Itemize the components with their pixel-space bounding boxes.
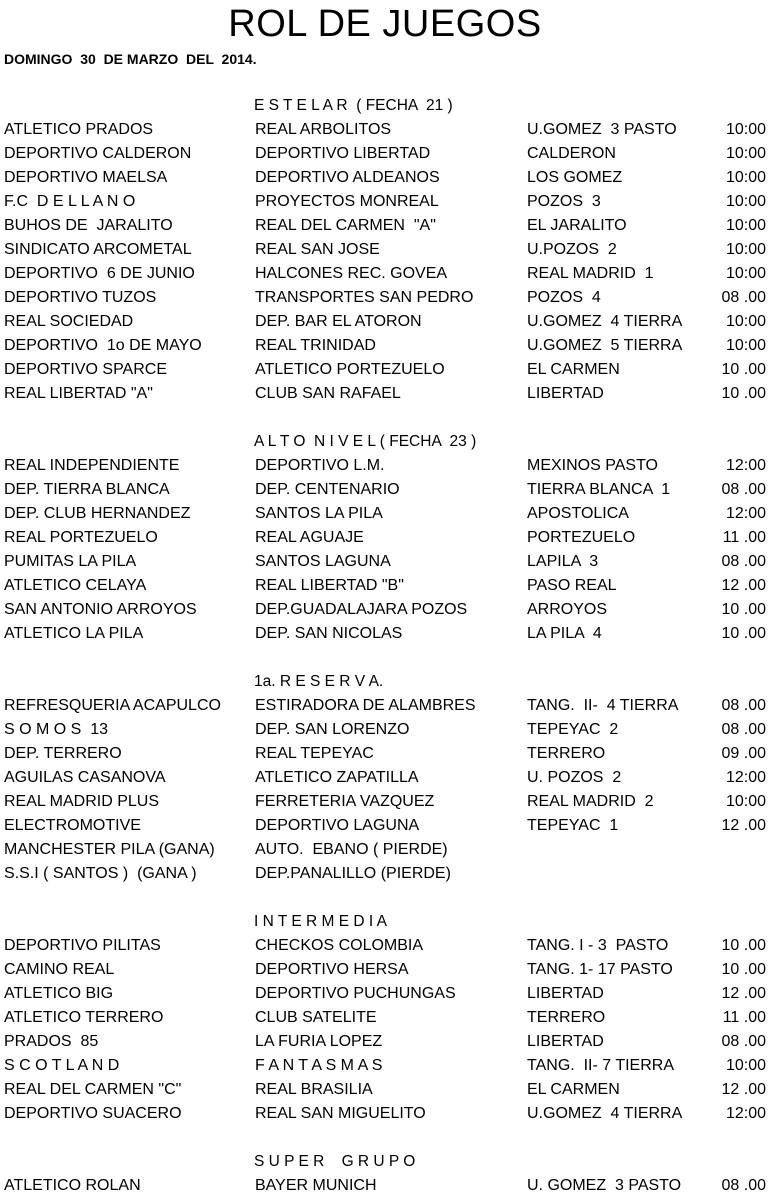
away-team: AUTO. EBANO ( PIERDE) (255, 841, 448, 858)
kickoff-time: 10:00 (725, 217, 766, 234)
home-team: ATLETICO CELAYA (4, 577, 147, 594)
field: LIBERTAD (527, 1033, 604, 1050)
match-row (0, 695, 770, 717)
match-row (0, 815, 770, 837)
home-team: DEP. TIERRA BLANCA (4, 481, 170, 498)
away-team: HALCONES REC. GOVEA (255, 265, 448, 282)
field: TANG. I - 3 PASTO (527, 937, 669, 954)
away-team: LA FURIA LOPEZ (255, 1033, 383, 1050)
kickoff-time: 08 .00 (721, 481, 766, 498)
away-team: REAL TEPEYAC (255, 745, 374, 762)
kickoff-time: 10:00 (725, 793, 766, 810)
field: LIBERTAD (527, 985, 604, 1002)
match-row (0, 599, 770, 621)
field: LIBERTAD (527, 385, 604, 402)
field: U.GOMEZ 5 TIERRA (527, 337, 683, 354)
home-team: REAL SOCIEDAD (4, 313, 134, 330)
match-row (0, 935, 770, 957)
away-team: ATLETICO PORTEZUELO (255, 361, 445, 378)
away-team: TRANSPORTES SAN PEDRO (255, 289, 474, 306)
match-row (0, 383, 770, 405)
field: U. GOMEZ 3 PASTO (527, 1177, 682, 1194)
away-team: DEPORTIVO ALDEANOS (255, 169, 440, 186)
field: U.GOMEZ 4 TIERRA (527, 1105, 683, 1122)
match-row (0, 311, 770, 333)
kickoff-time: 10 .00 (721, 625, 766, 642)
kickoff-time: 08 .00 (721, 697, 766, 714)
match-row (0, 983, 770, 1005)
away-team: DEP.PANALILLO (PIERDE) (255, 865, 451, 882)
home-team: REFRESQUERIA ACAPULCO (4, 697, 221, 714)
kickoff-time: 12:00 (725, 457, 766, 474)
field: EL JARALITO (527, 217, 627, 234)
match-row (0, 719, 770, 741)
home-team: AGUILAS CASANOVA (4, 769, 166, 786)
kickoff-time: 11 .00 (722, 529, 766, 546)
kickoff-time: 10:00 (725, 193, 766, 210)
match-row (0, 527, 770, 549)
home-team: F.C D E L L A N O (4, 193, 136, 210)
kickoff-time: 12 .00 (721, 1081, 766, 1098)
field: TANG. II- 7 TIERRA (527, 1057, 674, 1074)
kickoff-time: 12 .00 (721, 577, 766, 594)
match-row (0, 479, 770, 501)
away-team: BAYER MUNICH (255, 1177, 377, 1194)
home-team: DEP. TERRERO (4, 745, 122, 762)
home-team: REAL MADRID PLUS (4, 793, 159, 810)
home-team: PUMITAS LA PILA (4, 553, 137, 570)
away-team: REAL DEL CARMEN "A" (255, 217, 436, 234)
away-team: REAL SAN MIGUELITO (255, 1105, 426, 1122)
kickoff-time: 12:00 (725, 505, 766, 522)
match-row (0, 191, 770, 213)
match-row (0, 743, 770, 765)
away-team: DEP. SAN NICOLAS (255, 625, 403, 642)
section-heading: S U P E R G R U P O (254, 1153, 416, 1170)
away-team: DEPORTIVO LIBERTAD (255, 145, 431, 162)
kickoff-time: 10 .00 (721, 385, 766, 402)
field: LAPILA 3 (527, 553, 599, 570)
match-row (0, 143, 770, 165)
kickoff-time: 10:00 (725, 313, 766, 330)
away-team: DEP.GUADALAJARA POZOS (255, 601, 468, 618)
kickoff-time: 11 .00 (722, 1009, 766, 1026)
page-title: ROL DE JUEGOS (228, 3, 542, 45)
home-team: REAL INDEPENDIENTE (4, 457, 180, 474)
home-team: S.S.I ( SANTOS ) (GANA ) (4, 865, 197, 882)
home-team: REAL DEL CARMEN "C" (4, 1081, 182, 1098)
field: TANG. 1- 17 PASTO (527, 961, 673, 978)
home-team: REAL PORTEZUELO (4, 529, 158, 546)
away-team: REAL SAN JOSE (255, 241, 380, 258)
away-team: DEPORTIVO L.M. (255, 457, 385, 474)
kickoff-time: 08 .00 (721, 1033, 766, 1050)
away-team: DEP. SAN LORENZO (255, 721, 410, 738)
section-heading: I N T E R M E D I A (254, 913, 387, 930)
kickoff-time: 10 .00 (721, 601, 766, 618)
match-row (0, 359, 770, 381)
kickoff-time: 08 .00 (721, 553, 766, 570)
field: MEXINOS PASTO (527, 457, 658, 474)
match-row (0, 215, 770, 237)
match-row (0, 455, 770, 477)
home-team: DEPORTIVO MAELSA (4, 169, 168, 186)
match-row (0, 1055, 770, 1077)
match-row (0, 239, 770, 261)
match-row (0, 551, 770, 573)
field: U.GOMEZ 3 PASTO (527, 121, 677, 138)
away-team: DEPORTIVO LAGUNA (255, 817, 420, 834)
away-team: REAL TRINIDAD (255, 337, 376, 354)
match-row (0, 1031, 770, 1053)
away-team: DEP. CENTENARIO (255, 481, 400, 498)
match-row (0, 335, 770, 357)
kickoff-time: 12:00 (725, 769, 766, 786)
away-team: ESTIRADORA DE ALAMBRES (255, 697, 476, 714)
away-team: CLUB SAN RAFAEL (255, 385, 401, 402)
match-row (0, 791, 770, 813)
kickoff-time: 08 .00 (721, 721, 766, 738)
home-team: PRADOS 85 (4, 1033, 99, 1050)
away-team: CLUB SATELITE (255, 1009, 377, 1026)
section-heading: E S T E L A R ( FECHA 21 ) (254, 97, 453, 114)
match-row (0, 287, 770, 309)
field: LA PILA 4 (527, 625, 602, 642)
match-row (0, 263, 770, 285)
home-team: CAMINO REAL (4, 961, 115, 978)
field: EL CARMEN (527, 361, 620, 378)
field: POZOS 4 (527, 289, 601, 306)
field: PORTEZUELO (527, 529, 636, 546)
away-team: SANTOS LAGUNA (255, 553, 391, 570)
home-team: ATLETICO PRADOS (4, 121, 154, 138)
home-team: S C O T L A N D (4, 1057, 120, 1074)
field: U. POZOS 2 (527, 769, 622, 786)
match-row (0, 1079, 770, 1101)
away-team: F A N T A S M A S (255, 1057, 383, 1074)
kickoff-time: 09 .00 (721, 745, 766, 762)
home-team: SAN ANTONIO ARROYOS (4, 601, 197, 618)
away-team: DEP. BAR EL ATORON (255, 313, 422, 330)
away-team: REAL AGUAJE (255, 529, 364, 546)
field: REAL MADRID 2 (527, 793, 654, 810)
kickoff-time: 10:00 (725, 121, 766, 138)
match-row (0, 767, 770, 789)
field: U.GOMEZ 4 TIERRA (527, 313, 683, 330)
home-team: DEPORTIVO 1o DE MAYO (4, 337, 202, 354)
field: CALDERON (527, 145, 616, 162)
field: TERRERO (527, 745, 606, 762)
field: EL CARMEN (527, 1081, 620, 1098)
away-team: REAL ARBOLITOS (255, 121, 392, 138)
away-team: SANTOS LA PILA (255, 505, 383, 522)
match-row (0, 863, 770, 885)
kickoff-time: 10:00 (725, 145, 766, 162)
home-team: DEPORTIVO PILITAS (4, 937, 161, 954)
home-team: MANCHESTER PILA (GANA) (4, 841, 215, 858)
kickoff-time: 10:00 (725, 337, 766, 354)
field: U.POZOS 2 (527, 241, 617, 258)
home-team: DEP. CLUB HERNANDEZ (4, 505, 191, 522)
home-team: DEPORTIVO 6 DE JUNIO (4, 265, 195, 282)
field: APOSTOLICA (527, 505, 629, 522)
away-team: REAL LIBERTAD "B" (255, 577, 404, 594)
kickoff-time: 10:00 (725, 169, 766, 186)
field: LOS GOMEZ (527, 169, 623, 186)
match-row (0, 623, 770, 645)
field: TEPEYAC 2 (527, 721, 619, 738)
field: POZOS 3 (527, 193, 601, 210)
kickoff-time: 10 .00 (721, 361, 766, 378)
match-row (0, 167, 770, 189)
home-team: DEPORTIVO SPARCE (4, 361, 167, 378)
kickoff-time: 08 .00 (721, 1177, 766, 1194)
field: TEPEYAC 1 (527, 817, 619, 834)
home-team: SINDICATO ARCOMETAL (4, 241, 192, 258)
match-row (0, 575, 770, 597)
home-team: ATLETICO ROLAN (4, 1177, 141, 1194)
kickoff-time: 10 .00 (721, 961, 766, 978)
field: PASO REAL (527, 577, 617, 594)
home-team: ATLETICO BIG (4, 985, 114, 1002)
match-row (0, 959, 770, 981)
home-team: ELECTROMOTIVE (4, 817, 141, 834)
kickoff-time: 08 .00 (721, 289, 766, 306)
field: TANG. II- 4 TIERRA (527, 697, 679, 714)
match-row (0, 1103, 770, 1125)
home-team: DEPORTIVO TUZOS (4, 289, 157, 306)
field: TIERRA BLANCA 1 (527, 481, 671, 498)
home-team: DEPORTIVO SUACERO (4, 1105, 182, 1122)
away-team: REAL BRASILIA (255, 1081, 373, 1098)
kickoff-time: 12 .00 (721, 817, 766, 834)
section-heading: A L T O N I V E L ( FECHA 23 ) (254, 433, 477, 450)
kickoff-time: 10 .00 (721, 937, 766, 954)
home-team: DEPORTIVO CALDERON (4, 145, 192, 162)
away-team: CHECKOS COLOMBIA (255, 937, 424, 954)
section-heading: 1a. R E S E R V A. (254, 673, 384, 690)
field: REAL MADRID 1 (527, 265, 654, 282)
match-row (0, 503, 770, 525)
home-team: BUHOS DE JARALITO (4, 217, 173, 234)
home-team: S O M O S 13 (4, 721, 109, 738)
away-team: ATLETICO ZAPATILLA (255, 769, 419, 786)
away-team: FERRETERIA VAZQUEZ (255, 793, 435, 810)
field: TERRERO (527, 1009, 606, 1026)
schedule-date: DOMINGO 30 DE MARZO DEL 2014. (4, 51, 257, 67)
kickoff-time: 12:00 (725, 1105, 766, 1122)
field: ARROYOS (527, 601, 608, 618)
away-team: PROYECTOS MONREAL (255, 193, 439, 210)
kickoff-time: 10:00 (725, 241, 766, 258)
kickoff-time: 10:00 (725, 265, 766, 282)
kickoff-time: 12 .00 (721, 985, 766, 1002)
kickoff-time: 10:00 (725, 1057, 766, 1074)
match-row (0, 1007, 770, 1029)
match-row (0, 839, 770, 861)
away-team: DEPORTIVO HERSA (255, 961, 409, 978)
match-row (0, 119, 770, 141)
home-team: ATLETICO LA PILA (4, 625, 144, 642)
match-row (0, 1175, 770, 1197)
home-team: ATLETICO TERRERO (4, 1009, 164, 1026)
away-team: DEPORTIVO PUCHUNGAS (255, 985, 456, 1002)
home-team: REAL LIBERTAD "A" (4, 385, 153, 402)
